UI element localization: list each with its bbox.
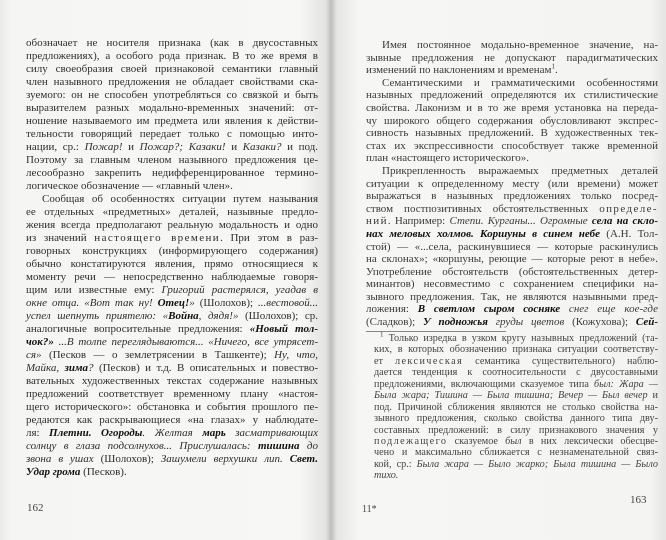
text-run: определе- (599, 202, 658, 215)
text-run: успел шепнуть приятелю: « (26, 310, 169, 322)
text-line (26, 154, 318, 167)
text-line (26, 388, 318, 401)
text-line (366, 190, 658, 203)
text-line (366, 89, 658, 102)
text-run: жения всегда предполагают реальную модальность и одно (26, 219, 318, 231)
text-line (26, 427, 318, 440)
text-run: обозначает не носителя признака (как в двусоставных (26, 37, 318, 49)
text-line (366, 215, 658, 228)
text-line (26, 206, 318, 219)
text-run: села на скло- (591, 215, 658, 228)
text-run: кой, ср.: (374, 458, 417, 470)
text-line (374, 390, 658, 401)
text-run: (Песков — о землетрясении в Ташкенте); (41, 349, 275, 361)
text-run: солнцу в глаза подсолнухов... Прислушалась: (26, 440, 258, 452)
signature-mark: 11* (362, 504, 377, 515)
text-run: зуемого: он не способен употребляться со связкой и быть (26, 89, 318, 101)
text-line (26, 128, 318, 141)
text-run: под. Причиной сближения являются не столько свойства на- (374, 401, 658, 413)
text-run: Ну, что, (274, 349, 318, 361)
text-run: изменений по наклонениям и временам (366, 64, 552, 77)
text-line (374, 330, 658, 344)
text-run: обычно констатируются явления, прямо относящиеся к (26, 258, 318, 270)
footnote-ref: 1 (551, 62, 555, 71)
text-line (374, 436, 658, 447)
text-line (366, 39, 658, 52)
text-run: редаются как раскрывающиеся «на глазах» у наблюдате- (26, 414, 318, 426)
text-run: (Шолохов); (93, 453, 161, 465)
text-run: Плетни. Огороды (49, 427, 143, 439)
text-line (26, 115, 318, 128)
text-run: сказуемое (447, 435, 506, 447)
text-run: Была жара; Тишина — Была тишина; Вечер — Был вечер (374, 390, 648, 402)
text-run: (А.Н. Тол- (600, 227, 659, 240)
text-run: » (189, 297, 195, 309)
text-run: в них лексически обесцве- (521, 435, 658, 447)
text-run: ? (88, 362, 94, 374)
text-line (26, 141, 318, 154)
text-line (374, 447, 658, 458)
text-run: ...вестовой... (258, 297, 319, 309)
text-run: подлежащего (374, 435, 448, 447)
text-run: (Кожухова); (564, 316, 636, 329)
text-line (366, 241, 658, 254)
text-line (374, 379, 658, 390)
text-run: ких, в которых обозначению признака ситуации соответству- (374, 344, 658, 356)
text-run: нах меловых холмов. Коршуны в синем небе (366, 227, 601, 240)
text-line (26, 349, 318, 362)
text-line (26, 310, 318, 323)
text-line (366, 64, 658, 77)
text-line (26, 232, 318, 245)
paragraph (374, 330, 658, 482)
text-run: ношение называемого им предмета или явления к действи- (26, 115, 318, 127)
text-run: зывные предложения не допускают парадигматических (366, 51, 658, 64)
text-run: чу широкого общего содержания обусловливают экспрес- (366, 114, 658, 127)
text-run: тихо. (374, 470, 399, 482)
text-run: Пожар?; Казаки! (139, 141, 226, 153)
text-run: Семантическими и грамматическими особенностями (382, 76, 658, 89)
text-run: и (122, 141, 140, 153)
text-run: логическое обозначение — «главный член». (26, 180, 233, 192)
text-line (374, 459, 658, 470)
text-line (26, 167, 318, 180)
text-run: Поэтому за главным членом назывного предложения це- (26, 154, 318, 166)
text-run: выражаться в назывных предложениях только посред- (366, 190, 658, 203)
text-line (26, 453, 318, 466)
paragraph (26, 193, 318, 479)
text-run: щим или известные ему: (26, 284, 162, 296)
text-run: член назывного предложения не обладает свойствами ска- (26, 76, 318, 88)
text-run: зывного предложения, сколько свойства данного типа дву- (374, 413, 658, 425)
text-line (366, 178, 658, 191)
text-run: Казаки? (242, 141, 282, 153)
paragraph (366, 39, 658, 77)
text-run: В светлом сыром сосняке (417, 303, 561, 316)
text-line (366, 291, 658, 304)
text-run: выразителем разных модально-временных значений: от- (26, 102, 318, 114)
text-line (374, 367, 658, 378)
text-run: из значений (26, 232, 95, 244)
left-page-body (26, 37, 318, 479)
text-line (366, 203, 658, 216)
text-run: Прикрепленность выражаемых предметных деталей (382, 164, 658, 177)
text-run: стах их экспрессивности способствует также временной (366, 139, 658, 152)
text-run: ложения: (366, 303, 418, 316)
text-line (26, 37, 318, 50)
text-line (26, 466, 318, 479)
text-run: Только изредка в узком кругу назывных предложений (та- (383, 333, 658, 344)
text-line (366, 165, 658, 178)
text-line (26, 245, 318, 258)
text-run: Сей- (635, 316, 658, 329)
text-run: на склонах»; «коршуны, реющие — которые реют в небе». (366, 253, 658, 266)
footnote (374, 330, 658, 482)
text-line (366, 303, 658, 316)
text-run: был (505, 435, 522, 447)
page-number-left: 162 (27, 502, 44, 514)
text-line (374, 402, 658, 413)
paragraph (26, 37, 318, 193)
text-run: силу своеобразия своей признаковой семантики главный (26, 63, 318, 75)
text-run: ля: (26, 427, 50, 439)
text-line (26, 258, 318, 271)
text-run: ний (366, 215, 388, 228)
footnote-ref: 1 (380, 330, 384, 339)
text-line (366, 228, 658, 241)
text-run: засматривающих (225, 427, 318, 439)
text-line (374, 470, 658, 481)
text-run: (Песков) и т.д. В описательных и повество- (93, 362, 318, 374)
text-run: сивность назывных предложений. В художественных тек- (366, 127, 658, 140)
text-run: ситуации к определенному месту (или времени) может (366, 177, 658, 190)
text-line (26, 362, 318, 375)
text-line (26, 284, 318, 297)
text-run: вательных художественных текстах содержание назывных (26, 375, 318, 387)
text-run: говорных конструкциях (информирующего содержания) (26, 245, 318, 257)
text-run: Отец! (157, 297, 190, 309)
text-line (366, 316, 658, 329)
text-run: тишина (257, 440, 300, 452)
text-run: и (647, 390, 658, 402)
text-line (26, 401, 318, 414)
text-line (374, 413, 658, 424)
text-run: и под. (281, 141, 319, 153)
footnote-divider (366, 331, 506, 332)
text-run: ством постпозитивных обстоятельственных (366, 202, 600, 215)
text-line (374, 344, 658, 355)
text-run: предложениях), а особого рода признак. В то же время в (26, 50, 318, 62)
text-run: стой) — «...села, раскинувшиеся — которые раскинулись (366, 240, 658, 253)
text-run: моменту речи — непосредственно наблюдаемые говоря- (26, 271, 318, 283)
text-line (26, 102, 318, 115)
text-line (26, 271, 318, 284)
text-run: Была жара — Было жарко; Была тишина — Было (416, 458, 658, 470)
text-line (26, 76, 318, 89)
text-line (26, 336, 318, 349)
text-run: , дядя!» (198, 310, 239, 322)
text-run: . Например: (387, 215, 450, 228)
text-run: и (225, 141, 243, 153)
text-run: ся» (26, 349, 42, 361)
text-line (366, 152, 658, 165)
text-line (26, 63, 318, 76)
text-run: лесообразно закрепить недифференцированное термино- (26, 167, 318, 179)
text-run: зывного предложения. Так, не являются назывными пред- (366, 290, 658, 303)
text-run: Пожар! (84, 141, 123, 153)
text-run: щего исторического»: обстановка и события прошлого пе- (26, 401, 318, 413)
text-line (374, 356, 658, 367)
text-line (26, 219, 318, 232)
text-line (26, 193, 318, 206)
text-run: снег еще кое-где (560, 303, 658, 316)
text-run: (Шолохов); ср. (238, 310, 318, 322)
text-run: был: Жара — (594, 378, 658, 390)
text-run: Имея постоянное модально-временное значение, на- (382, 39, 658, 51)
text-run: лексическая (395, 355, 464, 367)
text-line (366, 102, 658, 115)
text-line (366, 77, 658, 90)
text-line (26, 180, 318, 193)
text-line (366, 253, 658, 266)
text-run: тельности говорящий передает только с помощью инто- (26, 128, 318, 140)
text-line (366, 266, 658, 279)
text-line (26, 89, 318, 102)
right-page-body (366, 39, 658, 329)
text-line (366, 278, 658, 291)
text-line (26, 414, 318, 427)
text-run: до (299, 440, 318, 452)
text-run: назывных предложений определяются их стилистические (366, 89, 658, 102)
text-run: окне отца. «Вот так ну! (26, 297, 158, 309)
text-run: нации, ср.: (26, 141, 85, 153)
text-line (26, 375, 318, 388)
text-run: чок?» (26, 336, 54, 348)
text-run: Зашумели верхушки лип. (160, 453, 290, 465)
text-line (366, 52, 658, 65)
text-run: Война (168, 310, 199, 322)
text-run: план «настоящего исторического». (366, 152, 530, 165)
text-run: . Желтая (142, 427, 203, 439)
text-line (366, 127, 658, 140)
text-run: (Сладков); (366, 316, 423, 329)
paragraph (366, 165, 658, 329)
text-run: У подножья (422, 316, 488, 329)
text-run: (Шолохов); (194, 297, 259, 309)
text-line (374, 425, 658, 436)
text-run: чено и максимально сближается с незнаменательной связ- (374, 447, 658, 459)
text-run: (Песков). (80, 466, 127, 478)
text-run: «Новый тол- (249, 323, 318, 335)
text-line (26, 440, 318, 453)
text-run: настоящего времени (94, 232, 221, 244)
text-run: груды цветов (487, 316, 565, 329)
text-run: ет (374, 355, 396, 367)
text-run: ...В толпе переглядываются... «Ничего, все утрясет- (53, 336, 318, 348)
page-number-right: 163 (630, 494, 647, 506)
paragraph (366, 77, 658, 165)
text-run: марь (202, 427, 226, 439)
text-line (26, 297, 318, 310)
text-run: дается тенденция к соотносительности с двусоставными (374, 367, 658, 379)
text-line (26, 50, 318, 63)
text-run: . При этом в раз- (220, 232, 318, 244)
text-run: свойства. Лаконизм и в то же время установка на переда- (366, 101, 658, 114)
text-run: предложениями, включающими сказуемое типа (374, 378, 595, 390)
text-run: Употребление обстоятельств (обстоятельственных детер- (366, 265, 658, 278)
text-run: составных предложений: в силу признакового значения у (374, 424, 658, 436)
text-run: предложений соответствует временному плану «настоя- (26, 388, 318, 400)
text-run: Сообщая об особенностях ситуации путем называния (42, 193, 318, 205)
text-run: Григорий растерялся, угадав в (161, 284, 318, 296)
text-run: Удар грома (26, 466, 81, 478)
text-run: аналогичные вопросительные предложения: (26, 323, 250, 335)
text-run: зима (64, 362, 89, 374)
text-run: минантов) несовместимо с сохранением специфики на- (366, 278, 658, 291)
text-run: Свет. (289, 453, 318, 465)
text-run: Степи. Курганы... Огромные (449, 215, 592, 228)
text-line (366, 140, 658, 153)
text-line (366, 115, 658, 128)
text-run: звона в ушах (26, 453, 94, 465)
text-run: Майка, (26, 362, 65, 374)
text-run: . (554, 64, 558, 77)
text-run: ее отдельных «предметных» деталей, назывные предло- (26, 206, 318, 218)
text-line (26, 323, 318, 336)
text-run: семантика существительного) наблю- (463, 355, 658, 367)
